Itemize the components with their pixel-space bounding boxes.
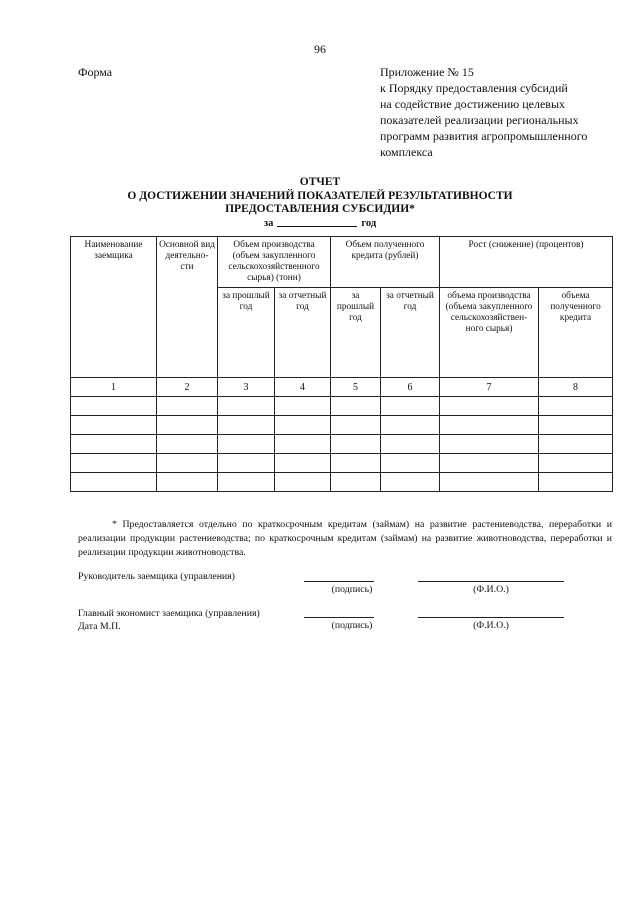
signature-economist-name-line [418,617,564,618]
subheader-prod-report-year: за отчетный год [275,288,331,378]
table-cell [539,397,613,416]
signature-economist-label: Главный экономист заемщика (управления) [78,608,260,619]
table-cell [381,416,440,435]
table-cell [539,435,613,454]
table-cell [71,435,157,454]
table-row [71,473,613,492]
column-number: 4 [275,378,331,397]
footnote-text: * Предоставляется отдельно по краткосрочным кредитам (займам) на развитие растениеводства, переработки и реализации продукции растениеводства; по краткосрочным кредитам (займам) на развитие животноводства, переработки и реализации продукции животноводства. [78,519,612,558]
column-number-row [71,378,613,397]
signature-head-label: Руководитель заемщика (управления) [78,571,235,582]
table-cell [71,473,157,492]
table-cell [539,454,613,473]
table-cell [71,454,157,473]
header-borrower: Наименование заемщика [71,237,157,378]
table-cell [275,435,331,454]
appendix-block [380,64,620,160]
appendix-line: комплекса [380,145,433,159]
table-row [71,397,613,416]
header-activity: Основной вид деятельно- сти [157,237,218,378]
column-number: 8 [539,378,613,397]
table-cell [275,454,331,473]
table-cell [275,416,331,435]
table-cell [275,397,331,416]
table-row [71,435,613,454]
table-cell [218,454,275,473]
header-production-volume: Объем производства (объем закупленного сельскохозяйственного сырья) (тонн) [218,237,331,288]
signature-head-sign-line [304,581,374,582]
table-cell [331,435,381,454]
table-cell [157,416,218,435]
signature-head-sign-caption: (подпись) [331,584,373,595]
table-cell [381,435,440,454]
signature-economist-sign-caption: (подпись) [331,620,373,631]
form-label: Форма [78,65,113,79]
column-number: 2 [157,378,218,397]
footnote [78,518,612,560]
appendix-line: программ развития агропромышленного [380,129,588,143]
report-subtitle: О ДОСТИЖЕНИИ ЗНАЧЕНИЙ ПОКАЗАТЕЛЕЙ РЕЗУЛЬТАТИВНОСТИ [127,190,513,202]
table-cell [440,416,539,435]
table-cell [331,416,381,435]
subheader-credit-prev-year: за прошлый год [331,288,381,378]
report-subtitle-2: ПРЕДОСТАВЛЕНИЯ СУБСИДИИ* [225,203,415,215]
signature-economist-name-caption: (Ф.И.О.) [473,620,509,631]
report-title: ОТЧЕТ [299,176,341,188]
table-cell [440,397,539,416]
signature-date-label: Дата М.П. [78,621,121,632]
table-cell [218,473,275,492]
appendix-line: на содействие достижению целевых [380,97,566,111]
table-cell [440,435,539,454]
appendix-line: к Порядку предоставления субсидий [380,81,568,95]
table-cell [440,473,539,492]
table-cell [157,454,218,473]
table-cell [218,416,275,435]
subheader-prod-prev-year: за прошлый год [218,288,275,378]
column-number: 3 [218,378,275,397]
table-cell [157,397,218,416]
table-cell [381,397,440,416]
header-row [71,237,613,288]
header-credit-volume: Объем полученного кредита (рублей) [331,237,440,288]
period-blank-line [277,216,357,227]
table-cell [539,416,613,435]
signature-economist-sign-line [304,617,374,618]
table-cell [539,473,613,492]
table-cell [218,435,275,454]
column-number: 7 [440,378,539,397]
page-number: 96 [314,42,326,56]
table-row [71,416,613,435]
signature-head-name-line [418,581,564,582]
table-cell [381,473,440,492]
table-cell [331,397,381,416]
column-number: 6 [381,378,440,397]
subheader-credit-report-year: за отчетный год [381,288,440,378]
signature-head-name-caption: (Ф.И.О.) [473,584,509,595]
table-cell [157,435,218,454]
table-cell [275,473,331,492]
subheader-growth-credit: объема полученного кредита [539,288,613,378]
report-table [70,236,613,492]
table-cell [440,454,539,473]
header-growth: Рост (снижение) (процентов) [440,237,613,288]
table-cell [381,454,440,473]
appendix-line: показателей реализации региональных [380,113,579,127]
period-suffix: год [361,218,377,229]
column-number: 5 [331,378,381,397]
appendix-line: Приложение № 15 [380,65,474,79]
column-number: 1 [71,378,157,397]
table-cell [71,397,157,416]
table-row [71,454,613,473]
table-cell [218,397,275,416]
table-cell [157,473,218,492]
subheader-growth-production: объема производства (объема закупленного сельскохозяйствен- ного сырья) [440,288,539,378]
period-prefix: за [263,218,274,229]
report-period [0,216,640,229]
table-cell [71,416,157,435]
table-cell [331,473,381,492]
table-cell [331,454,381,473]
